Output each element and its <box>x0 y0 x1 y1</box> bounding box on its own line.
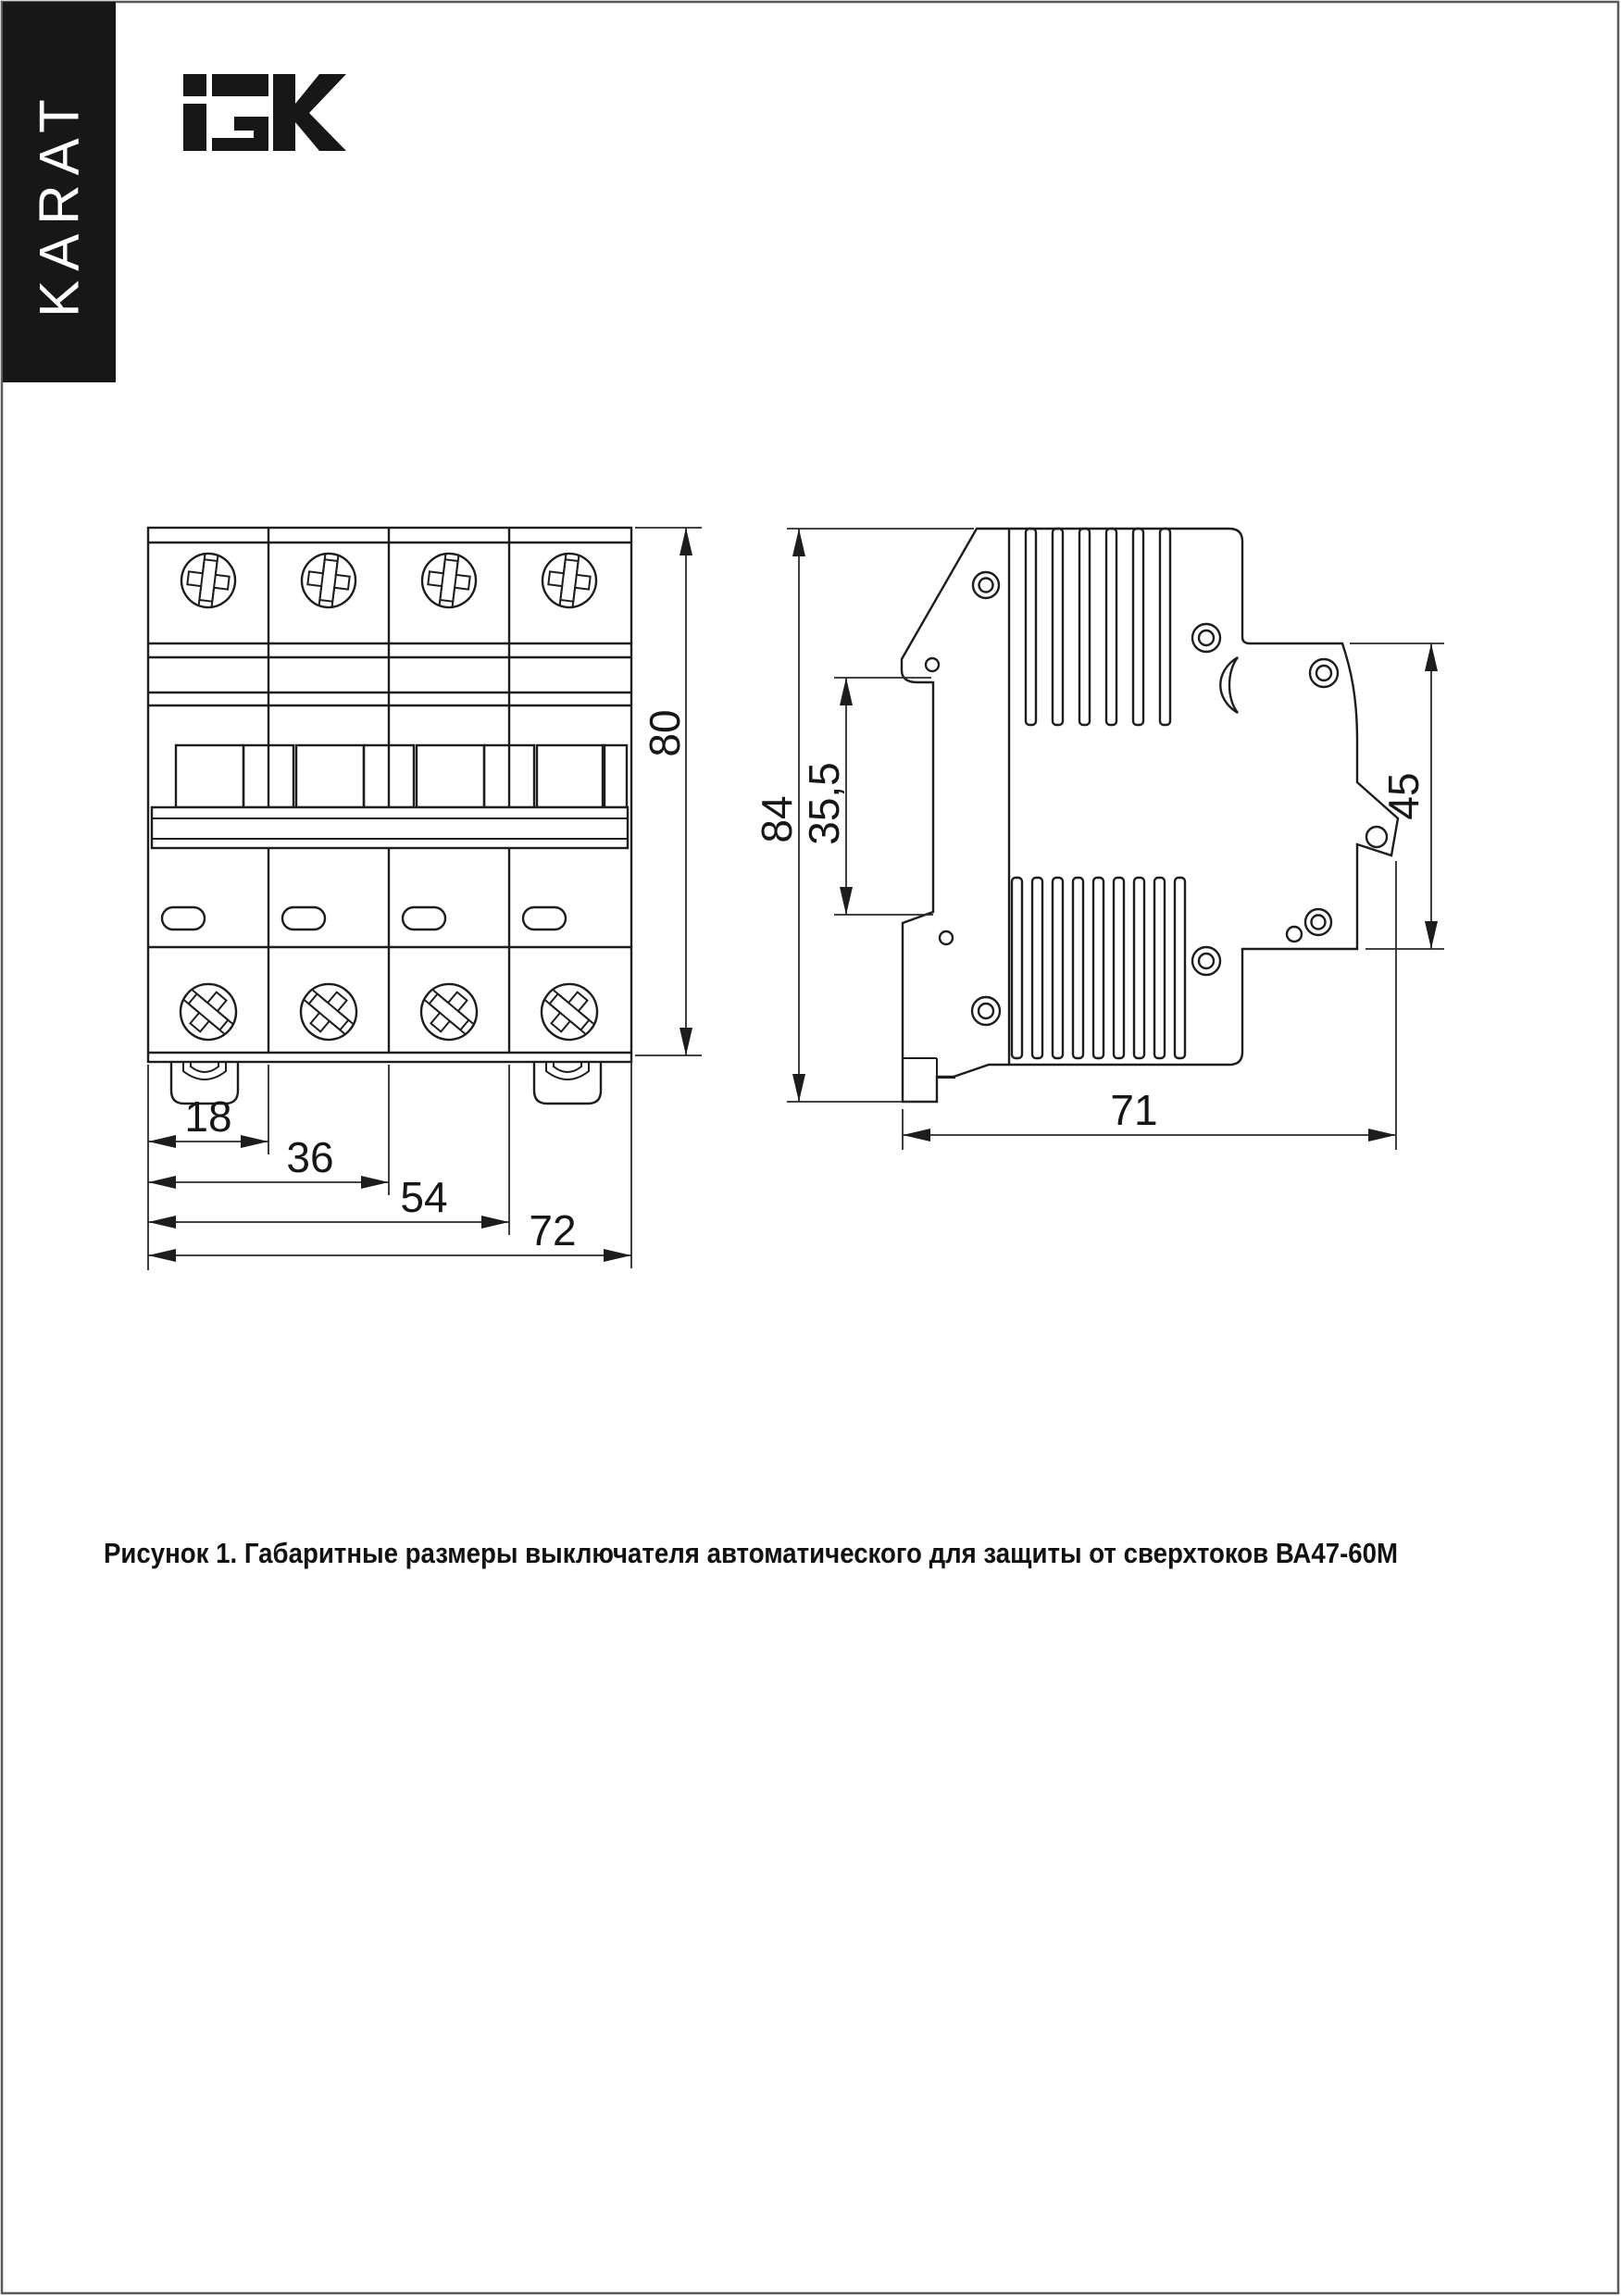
figure-caption: Рисунок 1. Габаритные размеры выключателя автоматического для защиты от сверхтоков ВА47-60М <box>104 1537 1398 1569</box>
dim-label-84: 84 <box>753 795 801 843</box>
iek-logo <box>183 74 346 151</box>
vent-slots-top <box>1026 529 1170 725</box>
dim-label-72: 72 <box>529 1206 577 1254</box>
dim-label-54: 54 <box>400 1173 448 1221</box>
page-border <box>2 2 1618 2293</box>
front-view-dim-arrows <box>148 528 692 1262</box>
dim-label-36: 36 <box>286 1133 334 1181</box>
dim-label-80: 80 <box>641 709 689 757</box>
side-view-dim-arrows <box>792 529 1438 1142</box>
karat-banner <box>3 2 116 382</box>
front-view-dim-labels <box>184 709 689 1254</box>
front-view-dimensions <box>148 528 702 1270</box>
vent-slots-bottom <box>1012 878 1185 1058</box>
dim-label-35-5: 35,5 <box>800 762 848 845</box>
iek-logo-e-lower <box>212 117 268 151</box>
side-view-drawing <box>902 529 1398 1102</box>
toggle-handles <box>176 745 627 807</box>
toggle-tie-bar <box>152 807 628 848</box>
dim-label-18: 18 <box>184 1092 232 1141</box>
indicator-windows <box>162 907 566 930</box>
dim-label-45: 45 <box>1379 772 1428 820</box>
karat-label: KARAT <box>28 90 91 318</box>
kidney-slot <box>1220 657 1238 713</box>
din-rail-tabs <box>171 1062 601 1104</box>
breaker-side-body <box>902 529 1398 1102</box>
iek-logo-k-arms <box>295 74 346 151</box>
iek-logo-i-dot <box>183 74 206 96</box>
iek-logo-i-stem <box>183 104 206 151</box>
rivet-circles <box>926 572 1387 1025</box>
iek-logo-e-top-bar <box>212 74 268 96</box>
dim-label-71: 71 <box>1110 1086 1158 1134</box>
front-view-drawing <box>148 528 631 1104</box>
iek-logo-k-stem <box>273 74 295 151</box>
